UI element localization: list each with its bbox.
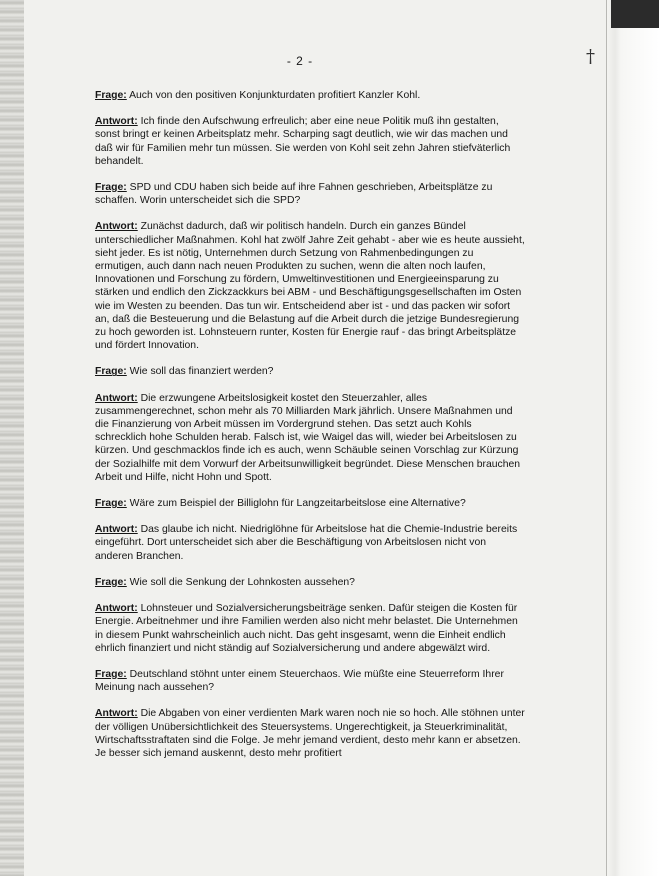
qa-paragraph (95, 115, 525, 168)
interview-text (95, 89, 525, 773)
scan-edge-left (0, 0, 24, 876)
speaker-label: Frage: (95, 182, 127, 194)
scan-corner-shadow (611, 0, 659, 28)
speaker-label: Frage: (95, 498, 127, 510)
speaker-label: Frage: (95, 668, 127, 680)
qa-paragraph (95, 523, 525, 563)
qa-paragraph (95, 497, 525, 510)
speaker-label: Frage: (95, 366, 127, 378)
qa-paragraph (95, 668, 525, 694)
speaker-label: Antwort: (95, 221, 138, 233)
paragraph-text: Zunächst dadurch, daß wir politisch handeln. Durch ein ganzes Bündel unterschiedlicher Maßnahmen. Kohl hat zwölf Jahre Zeit gehabt - aber wie es heute aussieht, sieht jeder. Es ist nötig, Unternehmen durch Setzung von Rahmenbedingungen zu ermutigen, auch dann nach neuen Produkten zu suchen, wenn die alten noch laufen, Innovationen und Forschung zu fördern, Umweltinvestitionen und Energieeinsparung zu stärken und endlich den Zickzackkurs bei ABM - und Beschäftigungsgesellschaften im Osten wie im Westen zu beenden. Das tun wir. Entscheidend aber ist - und das packen wir sofort an, daß die Besteuerung und die Belastung auf die Arbeit durch die jetzige Bundesregierung zu hoch geworden ist. Lohnsteuern runter, Kosten für Energie rauf - das bringt Arbeitsplätze und fördert Innovation. (95, 221, 525, 352)
paragraph-text: Ich finde den Aufschwung erfreulich; aber eine neue Politik muß ihn gestalten, sonst bringt er keinen Arbeitsplatz mehr. Scharping sagt deutlich, wie wir das machen und daß wir für Familien mehr tun müssen. Sie werden von Kohl seit zehn Jahren stiefväterlich behandelt. (95, 116, 511, 167)
qa-paragraph (95, 576, 525, 589)
speaker-label: Antwort: (95, 392, 138, 404)
speaker-label: Antwort: (95, 116, 138, 128)
paragraph-text: Wie soll die Senkung der Lohnkosten aussehen? (129, 576, 355, 588)
paragraph-text: Deutschland stöhnt unter einem Steuerchaos. Wie müßte eine Steuerreform Ihrer Meinung nach aussehen? (95, 668, 504, 694)
qa-paragraph (95, 365, 525, 378)
scan-edge-right (606, 0, 659, 876)
paragraph-text: SPD und CDU haben sich beide auf ihre Fahnen geschrieben, Arbeitsplätze zu schaffen. Worin unterscheidet sich die SPD? (95, 182, 493, 207)
qa-paragraph (95, 181, 525, 207)
qa-paragraph (95, 89, 525, 102)
page-number: - 2 - (286, 54, 314, 68)
paragraph-text: Die erzwungene Arbeitslosigkeit kostet den Steuerzahler, alles zusammengerechnet, schon mehr als 70 Milliarden Mark jährlich. Unsere Maßnahmen und die Finanzierung von Arbeit müssen im Vordergrund stehen. Das setzt auch Kohls schrecklich hohe Schulden herab. Falsch ist, wie Waigel das will, wieder bei Arbeitslosen zu kürzen. Und geschmacklos finde ich es auch, wenn Schäuble seinen Vorschlag zur Kürzung der Sozialhilfe mit dem Vorwurf der Arbeitsunwilligkeit begründet. Diese Menschen brauchen Arbeit und Hilfe, nicht Hohn und Spott. (95, 392, 521, 483)
speaker-label: Antwort: (95, 524, 138, 536)
paragraph-text: Das glaube ich nicht. Niedriglöhne für Arbeitslose hat die Chemie-Industrie bereits eingeführt. Dort unterscheidet sich aber die Beschäftigung von Arbeitslosen nicht von anderen Branchen. (95, 524, 518, 562)
speaker-label: Antwort: (95, 708, 138, 720)
qa-paragraph (95, 602, 525, 655)
speaker-label: Frage: (95, 576, 127, 588)
speaker-label: Antwort: (95, 603, 138, 615)
qa-paragraph (95, 707, 525, 760)
paragraph-text: Lohnsteuer und Sozialversicherungsbeiträge senken. Dafür steigen die Kosten für Energie. Arbeitnehmer und ihre Familien werden also nicht mehr belastet. Die Unternehmen in diesem Punkt wahrscheinlich auch nicht. Das geht insgesamt, wenn die Einheit endlich ehrlich finanziert und nicht ständig auf Sozialversicherung und andere abgewälzt wird. (95, 603, 518, 654)
paragraph-text: Die Abgaben von einer verdienten Mark waren noch nie so hoch. Alle stöhnen unter der völligen Unübersichtlichkeit des Steuersystems. Ungerechtigkeit, ja Steuerkriminalität, Wirtschaftsstraftaten sind die Folge. Je mehr jemand verdient, desto mehr kann er absetzen. Je besser sich jemand auskennt, desto mehr profitiert (95, 708, 525, 759)
paragraph-text: Auch von den positiven Konjunkturdaten profitiert Kanzler Kohl. (129, 90, 421, 101)
qa-paragraph (95, 392, 525, 484)
qa-paragraph (95, 220, 525, 352)
paragraph-text: Wäre zum Beispiel der Billiglohn für Langzeitarbeitslose eine Alternative? (129, 498, 466, 510)
margin-mark: † (586, 46, 595, 67)
speaker-label: Frage: (95, 90, 127, 101)
paragraph-text: Wie soll das finanziert werden? (129, 366, 274, 378)
